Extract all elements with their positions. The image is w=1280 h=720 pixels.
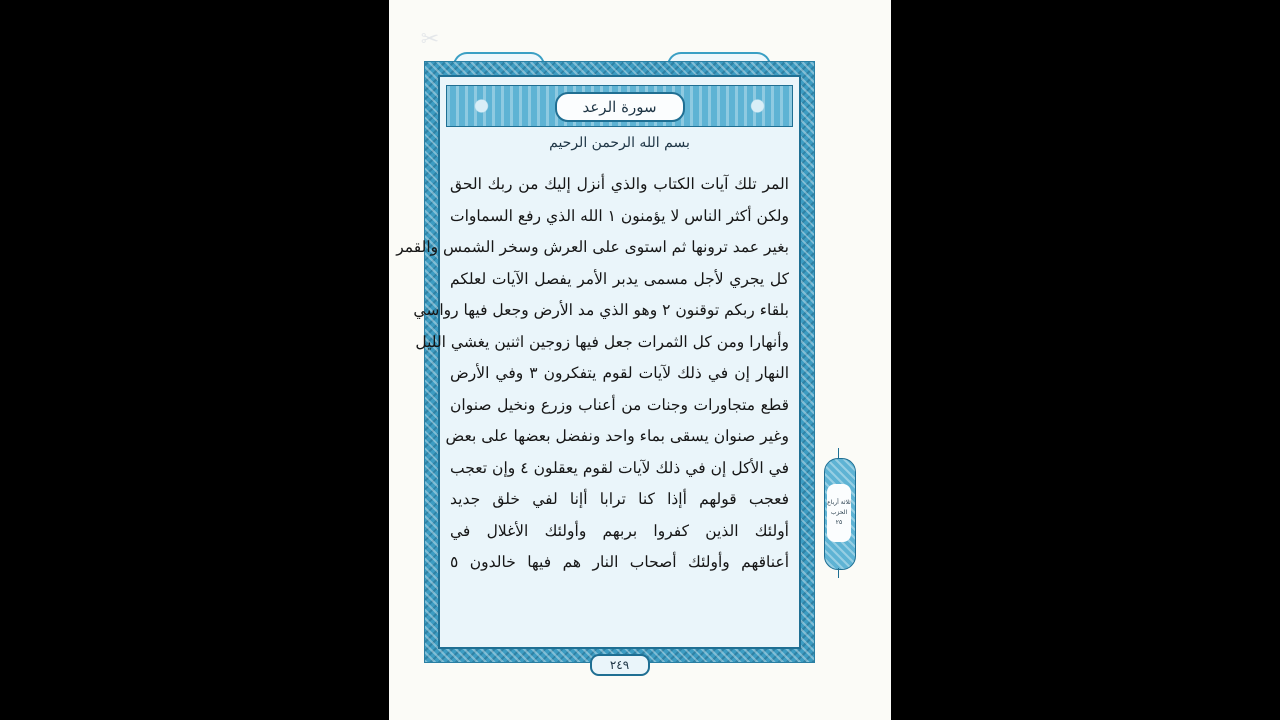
- app-watermark-icon: ✂: [420, 27, 440, 52]
- page-content-area: [396, 75, 801, 649]
- surah-title: سورة الرعد: [582, 98, 657, 116]
- surah-title-badge: [555, 92, 685, 122]
- quran-page: [389, 0, 891, 720]
- verse-line: فعجب قولهم أإذا كنا ترابا أإنا لفي خلق جديد: [450, 490, 789, 508]
- ornamental-frame: [396, 61, 815, 672]
- hizb-fraction: ثلاثة أرباع: [827, 499, 851, 506]
- verse-line: أعناقهم وأولئك أصحاب النار هم فيها خالدون ٥: [450, 553, 789, 571]
- hizb-marker-top-stem: [838, 448, 839, 458]
- hizb-marker-bottom-stem: [838, 568, 839, 578]
- verse-line: ولكن أكثر الناس لا يؤمنون ١ الله الذي رفع السماوات: [450, 206, 790, 225]
- verse-line: النهار إن في ذلك لآيات لقوم يتفكرون ٣ وفي الأرض: [450, 364, 789, 382]
- page-number-label: ٢٤٩: [609, 658, 630, 672]
- verse-line: في الأكل إن في ذلك لآيات لقوم يعقلون ٤ وإن تعجب: [450, 458, 790, 477]
- hizb-word: الحزب: [830, 509, 848, 516]
- verse-text: [396, 169, 790, 579]
- verse-line: بلقاء ربكم توقنون ٢ وهو الذي مد الأرض وجعل فيها رواسي: [413, 301, 789, 319]
- hizb-number: ٢٥: [835, 519, 843, 526]
- page-number: [590, 654, 650, 676]
- verse-line: كل يجري لأجل مسمى يدبر الأمر يفصل الآيات لعلكم: [450, 269, 789, 288]
- hizb-marker-label: [827, 484, 851, 542]
- verse-line: وأنهارا ومن كل الثمرات جعل فيها زوجين اثنين يغشي الليل: [415, 332, 789, 351]
- verse-line: بغير عمد ترونها ثم استوى على العرش وسخر الشمس والقمر: [396, 238, 789, 256]
- verse-line: المر تلك آيات الكتاب والذي أنزل إليك من ربك الحق: [450, 175, 789, 193]
- verse-line: وغير صنوان يسقى بماء واحد ونفضل بعضها على بعض: [445, 427, 789, 445]
- verse-line: قطع متجاورات وجنات من أعناب وزرع ونخيل صنوان: [450, 395, 789, 414]
- basmala: بسم الله الرحمن الرحيم: [549, 135, 690, 151]
- verse-line: أولئك الذين كفروا بربهم وأولئك الأغلال في: [450, 521, 789, 540]
- surah-header-band: [446, 85, 793, 127]
- hizb-marker: [824, 448, 854, 578]
